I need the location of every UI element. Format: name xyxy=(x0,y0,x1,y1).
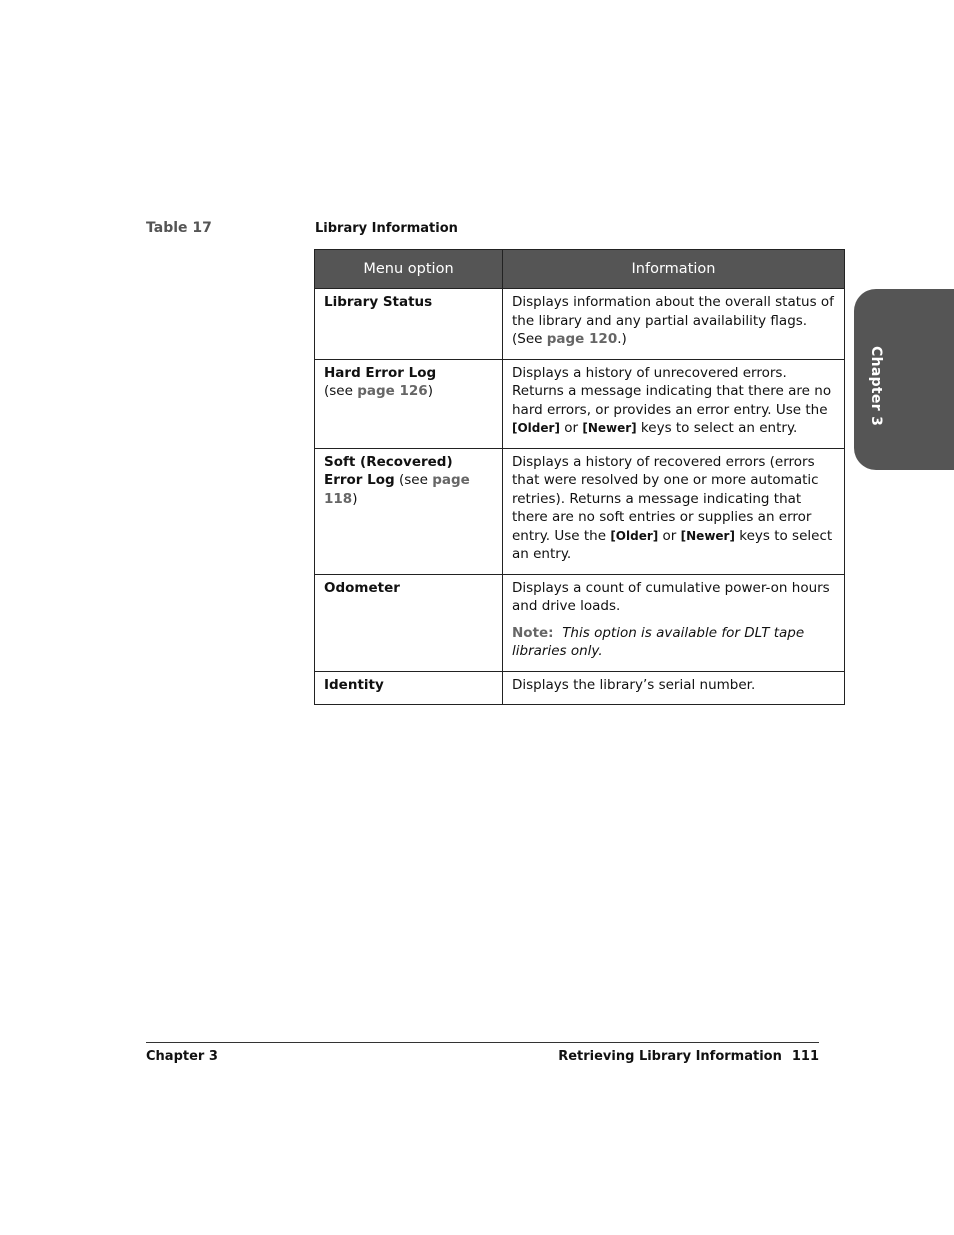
info-text: or xyxy=(658,527,681,544)
info-text: Displays information about the overall status of the library and any partial availability flags. (See xyxy=(512,294,834,347)
info-text: Displays a count of cumulative power-on hours and drive loads. xyxy=(512,579,830,614)
option-cell xyxy=(315,671,503,705)
option-name: Odometer xyxy=(324,579,400,596)
table-header-row xyxy=(315,250,845,289)
info-cell xyxy=(503,671,845,705)
table-row xyxy=(315,289,845,360)
info-cell xyxy=(503,359,845,448)
info-cell xyxy=(503,448,845,574)
table-row xyxy=(315,671,845,705)
info-text: keys to select an entry. xyxy=(636,420,798,436)
page-link[interactable]: page 126 xyxy=(357,383,428,399)
info-text: or xyxy=(559,420,583,436)
note xyxy=(512,624,835,661)
option-ref-text: ) xyxy=(352,490,358,507)
table-number: Table 17 xyxy=(146,220,212,236)
option-name: Hard Error Log xyxy=(324,364,437,381)
older-key: [Older] xyxy=(512,421,560,435)
info-text: keys to select an entry. xyxy=(512,527,833,562)
table-title: Library Information xyxy=(315,221,458,236)
page-link[interactable]: page 120 xyxy=(546,331,618,347)
info-cell xyxy=(503,289,845,360)
footer-chapter: Chapter 3 xyxy=(146,1049,218,1064)
option-ref-text: ) xyxy=(427,383,433,399)
table-row xyxy=(315,359,845,448)
footer-divider xyxy=(146,1042,819,1043)
page-link[interactable]: page 118 xyxy=(324,472,470,507)
note-label: Note: xyxy=(512,624,554,641)
option-name: Library Status xyxy=(324,294,433,310)
footer-section-title: Retrieving Library Information xyxy=(558,1049,782,1064)
page-number: 111 xyxy=(791,1049,819,1064)
option-cell xyxy=(315,289,503,360)
older-key: [Older] xyxy=(610,528,659,543)
info-cell xyxy=(503,574,845,671)
note-text: This option is available for DLT tape libraries only. xyxy=(512,624,805,659)
option-ref-text: (see xyxy=(324,383,358,399)
info-text: .) xyxy=(617,331,627,347)
option-name: Soft (Recovered) Error Log xyxy=(324,453,453,488)
option-cell xyxy=(315,448,503,574)
footer-right xyxy=(558,1049,819,1064)
column-header-information: Information xyxy=(503,250,845,289)
option-ref-text: (see xyxy=(394,472,433,488)
info-text: Displays the library’s serial number. xyxy=(512,676,756,693)
option-cell xyxy=(315,574,503,671)
table-row xyxy=(315,574,845,671)
option-cell xyxy=(315,359,503,448)
newer-key: [Newer] xyxy=(680,528,735,543)
chapter-tab-label: Chapter 3 xyxy=(868,346,884,427)
info-text: Displays a history of recovered errors (errors that were resolved by one or more automatic retries). Returns a message indicating that there are no soft entries or supplies an error entry. Use the xyxy=(512,453,819,544)
newer-key: [Newer] xyxy=(582,421,637,435)
library-information-table xyxy=(314,249,845,705)
table-row xyxy=(315,448,845,574)
column-header-menu-option: Menu option xyxy=(315,250,503,289)
option-name: Identity xyxy=(324,676,384,693)
info-text: Displays a history of unrecovered errors. Returns a message indicating that there are no hard errors, or provides an error entry. Use the xyxy=(512,364,832,418)
